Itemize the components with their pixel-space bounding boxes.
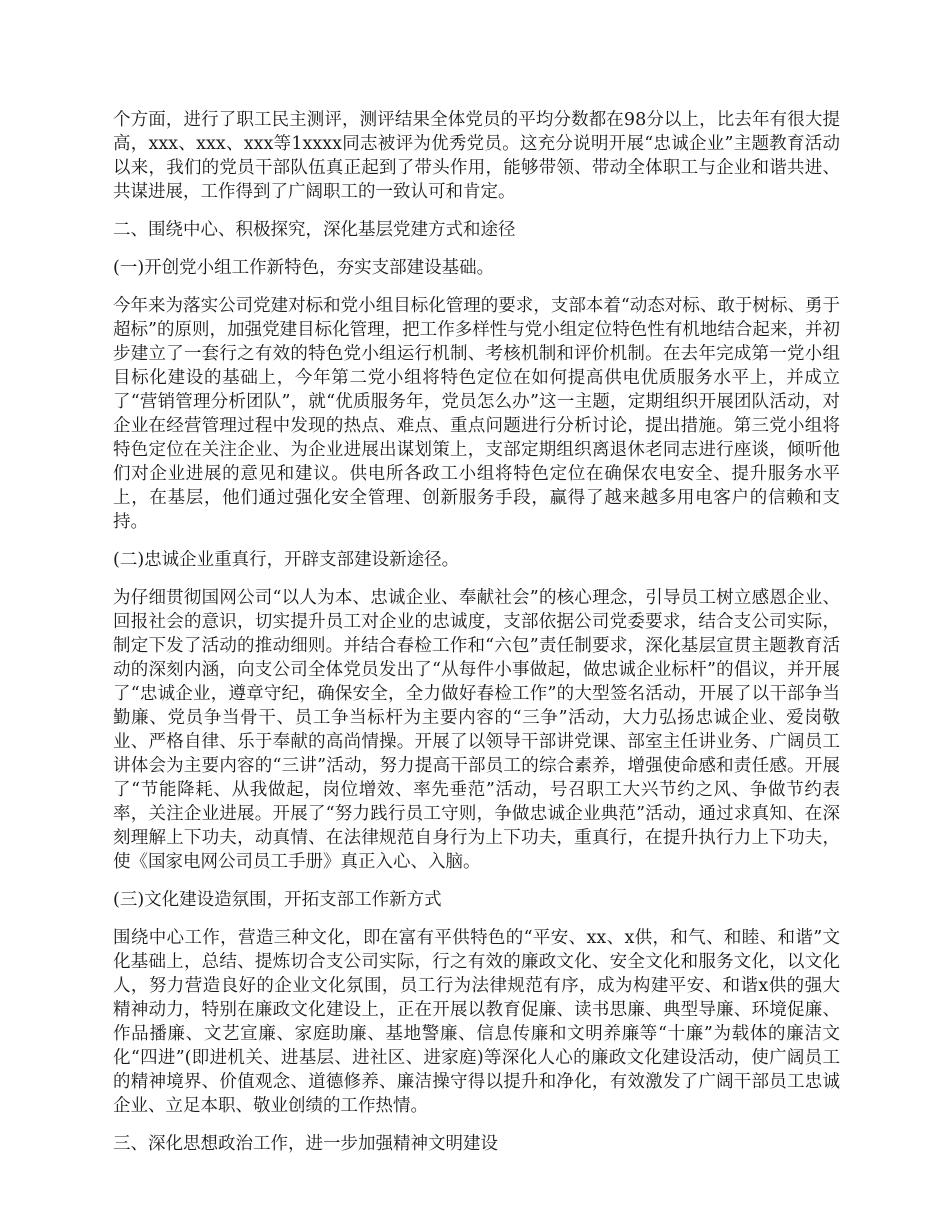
section-heading: 三、深化思想政治工作，进一步加强精神文明建设 bbox=[113, 1134, 498, 1154]
body-paragraph: 个方面，进行了职工民主测评，测评结果全体党员的平均分数都在98分以上，比去年有很大提高，xxx、xxx、xxx等1xxxx同志被评为优秀党员。这充分说明开展“忠诚企业”主题教育活动以来，我们的党员干部队伍真正起到了带头作用，能够带领、带动全体职工与企业和谐共进、共谋进展，工作得到了广阔职工的一致认可和肯定。 bbox=[113, 110, 840, 202]
document-body bbox=[113, 108, 840, 1170]
subsection-heading: (一)开创党小组工作新特色，夯实支部建设基础。 bbox=[113, 258, 495, 278]
body-paragraph: 围绕中心工作，营造三种文化，即在富有平供特色的“平安、xx、x供，和气、和睦、和谐”文化基础上，总结、提炼切合支公司实际，行之有效的廉政文化、安全文化和服务文化，以文化人，努力营造良好的企业文化氛围，员工行为法律规范有序，成为构建平安、和谐x供的强大精神动力，特别在廉政文化建设上，正在开展以教育促廉、读书思廉、典型导廉、环境促廉、作品播廉、文艺宣廉、家庭助廉、基地警廉、信息传廉和文明养廉等“十廉”为载体的廉洁文化“四进”(即进机关、进基层、进社区、进家庭)等深化人心的廉政文化建设活动，使广阔员工的精神境界、价值观念、道德修养、廉洁操守得以提升和净化，有效激发了广阔干部员工忠诚企业、立足本职、敬业创绩的工作热情。 bbox=[113, 928, 840, 1116]
body-paragraph: 今年来为落实公司党建对标和党小组目标化管理的要求，支部本着“动态对标、敢于树标、勇于超标”的原则，加强党建目标化管理，把工作多样性与党小组定位特色性有机地结合起来，并初步建立了一套行之有效的特色党小组运行机制、考核机制和评价机制。在去年完成第一党小组目标化建设的基础上，今年第二党小组将特色定位在如何提高供电优质服务水平上，并成立了“营销管理分析团队”，就“优质服务年，党员怎么办”这一主题，定期组织开展团队活动，对企业在经营管理过程中发现的热点、难点、重点问题进行分析讨论，提出措施。第三党小组将特色定位在关注企业、为企业进展出谋划策上，支部定期组织离退休老同志进行座谈，倾听他们对企业进展的意见和建议。供电所各政工小组将特色定位在确保农电安全、提升服务水平上，在基层，他们通过强化安全管理、创新服务手段，赢得了越来越多用电客户的信赖和支持。 bbox=[113, 296, 840, 532]
section-heading: 二、围绕中心、积极探究，深化基层党建方式和途径 bbox=[113, 220, 516, 240]
body-paragraph: 为仔细贯彻国网公司“以人为本、忠诚企业、奉献社会”的核心理念，引导员工树立感恩企业、回报社会的意识，切实提升员工对企业的忠诚度，支部依据公司党委要求，结合支公司实际，制定下发了活动的推动细则。并结合春检工作和“六包”责任制要求，深化基层宣贯主题教育活动的深刻内涵，向支公司全体党员发出了“从每件小事做起，做忠诚企业标杆”的倡议，并开展了“忠诚企业，遵章守纪，确保安全，全力做好春检工作”的大型签名活动，开展了以干部争当勤廉、党员争当骨干、员工争当标杆为主要内容的“三争”活动，大力弘扬忠诚企业、爱岗敬业、严格自律、乐于奉献的高尚情操。开展了以领导干部讲党课、部室主任讲业务、广阔员工讲体会为主要内容的“三讲”活动，努力提高干部员工的综合素养，增强使命感和责任感。开展了“节能降耗、从我做起，岗位增效、率先垂范”活动，号召职工大兴节约之风、争做节约表率，关注企业进展。开展了“努力践行员工守则，争做忠诚企业典范”活动，通过求真知、在深刻理解上下功夫，动真情、在法律规范自身行为上下功夫，重真行，在提升执行力上下功夫，使《国家电网公司员工手册》真正入心、入脑。 bbox=[113, 588, 840, 872]
subsection-heading: (三)文化建设造氛围，开拓支部工作新方式 bbox=[113, 890, 442, 910]
subsection-heading: (二)忠诚企业重真行，开辟支部建设新途径。 bbox=[113, 550, 460, 570]
